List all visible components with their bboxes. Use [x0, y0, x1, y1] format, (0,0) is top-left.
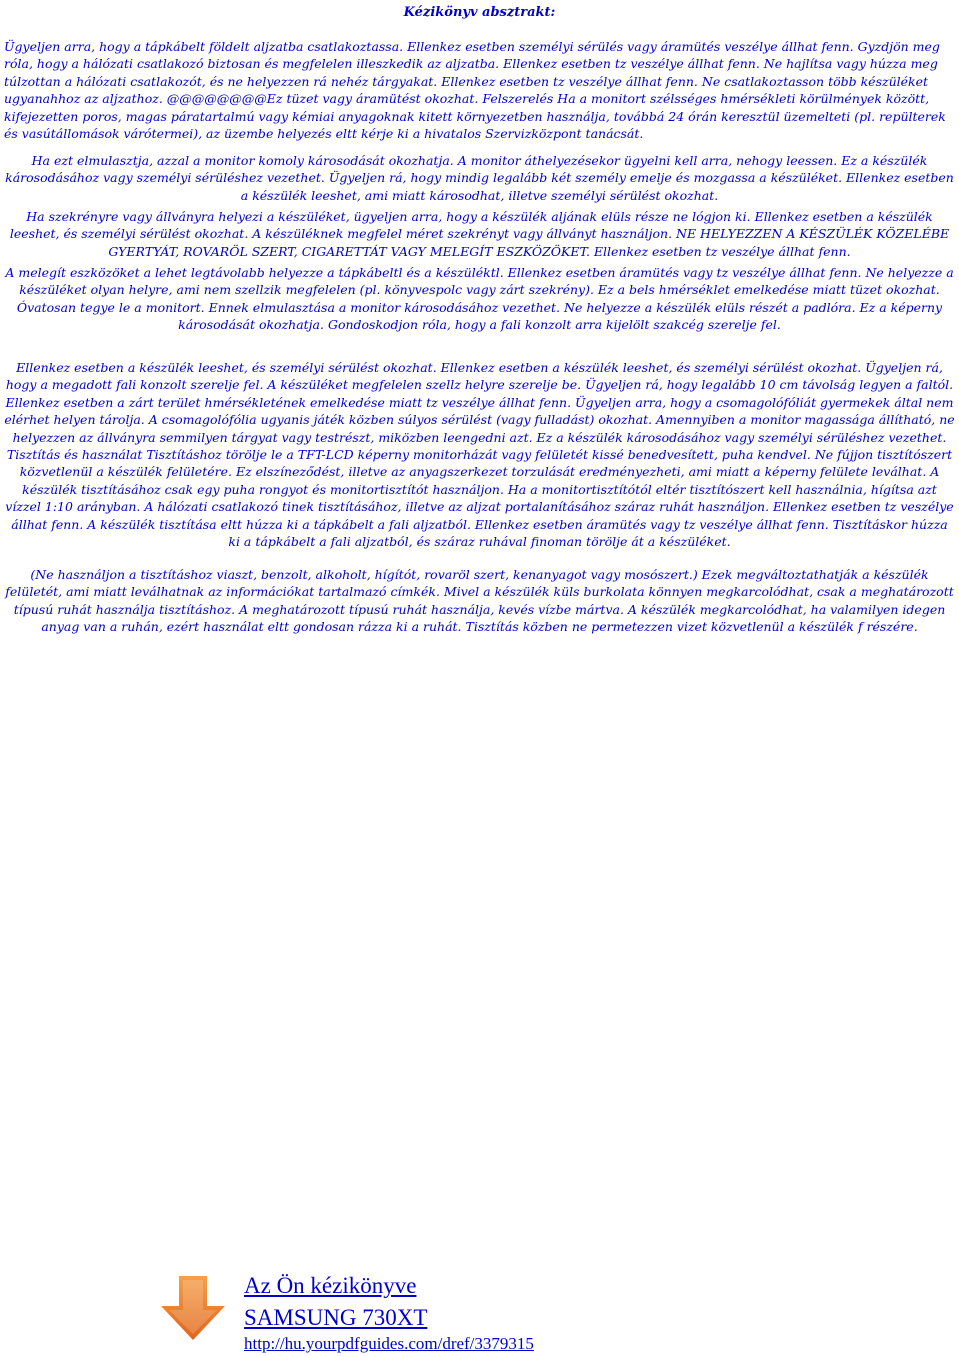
- paragraph-cleaning: Ellenkez esetben a készülék leeshet, és személyi sérülést okozhat. Ellenkez esetben a készülék leeshet, és személyi sérülést okozhat. Ügyeljen rá, hogy a megadott fali konzolt szerelje fel. A készüléket megfelelen szellz helyre szerelje be. Ügyeljen rá, hogy legalább 10 cm távolság legyen a faltól. Ellenkez esetben a zárt terület hmérsékletének emelkedése miatt tz veszélye állhat fenn. Ügyeljen arra, hogy a csomagolófóliát gyermekek által nem elérhet helyen tárolja. A csomagolófólia ugyanis játék közben súlyos sérülést (vagy fulladást) okozhat. Amennyiben a monitor magassága állítható, ne helyezzen az állványra semmilyen tárgyat vagy testrészt, miközben leengedni azt. Ez a készülék károsodásához vagy személyi sérüléshez vezethet. Tisztítás és használat Tisztításhoz törölje le a TFT-LCD képerny monitorházát vagy felületét kissé benedvesített, puha kendvel. Ne fújjon tisztítószert közvetlenül a készülék felületére. Ez elszíneződést, illetve az anyagszerkezet torzulását eredményezheti, ami miatt a képerny felülete leválhat. A készülék tisztításához csak egy puha rongyot és monitortisztítót használjon. Ha a monitortisztítótól eltér tisztítószert kell használnia, hígítsa azt vízzel 1:10 arányban. A hálózati csatlakozó tinek tisztításához, illetve az aljzat portalanításához száraz ruhát használjon. Ellenkez esetben tz veszélye állhat fenn. A készülék tisztítása eltt húzza ki a tápkábelt a fali aljzatból. Ellenkez esetben áramütés vagy tz veszélye állhat fenn. Tisztításkor húzza ki a tápkábelt a fali aljzatból, és száraz ruhával finoman törölje át a készüléket.: [4, 360, 955, 550]
- download-arrow-icon: [157, 1272, 229, 1344]
- manual-link-title[interactable]: Az Ön kézikönyve: [244, 1273, 417, 1298]
- page-title: Kézikönyv absztrakt:: [403, 5, 556, 20]
- paragraph-cleaning-warnings: (Ne használjon a tisztításhoz viaszt, benzolt, alkoholt, hígítót, rovaröl szert, kenanyagot vagy mosószert.) Ezek megváltoztathatják a készülék felületét, ami miatt leválhatnak az információkat tartalmazó címkék. Mivel a készülék küls burkolata könnyen megkarcolódhat, csak a meghatározott típusú ruhát használja tisztításhoz. A meghatározott típusú ruhát használja, kevés vízbe mártva. A készülék megkarcolódhat, ha valamilyen idegen anyag van a ruhán, ezért használat eltt gondosan rázza ki a ruhát. Tisztítás közben ne permetezzen vizet közvetlenül a készülék f részére.: [5, 567, 954, 635]
- manual-link-url[interactable]: http://hu.yourpdfguides.com/dref/3379315: [244, 1334, 534, 1353]
- manual-links: [244, 1270, 534, 1356]
- paragraph-heaters: A melegít eszközöket a lehet legtávolabb helyezze a tápkábeltl és a készüléktl. Ellenkez esetben áramütés vagy tz veszélye állhat fenn. Ne helyezze a készüléket olyan helyre, ami nem szellzik megfelelen (pl. könyvespolc vagy zárt szekrény). Ez a bels hmérséklet emelkedése miatt tüzet okozhat. Óvatosan tegye le a monitort. Ennek elmulasztása a monitor károsodásához vezethet. Ne helyezze a készülék elüls részét a padlóra. Ez a képerny károsodását okozhatja. Gondoskodjon róla, hogy a fali konzolt arra kijelölt szakcég szerelje fel.: [5, 265, 954, 333]
- paragraph-cabinet: Ha szekrényre vagy állványra helyezi a készüléket, ügyeljen arra, hogy a készülék aljának elüls része ne lógjon ki. Ellenkez esetben a készülék leeshet, és személyi sérülést okozhat. A készüléknek megfelel méret szekrényt vagy állványt használjon. NE HELYEZZEN A KÉSZÜLÉK KÖZELÉBE GYERTYÁT, ROVARÖL SZERT, CIGARETTÁT VAGY MELEGÍT ESZKÖZÖKET. Ellenkez esetben tz veszélye állhat fenn.: [9, 209, 950, 259]
- paragraph-moving: Ha ezt elmulasztja, azzal a monitor komoly károsodását okozhatja. A monitor áthelyezésekor ügyelni kell arra, nehogy leessen. Ez a készülék károsodásához vagy személyi sérüléshez vezethet. Ügyeljen rá, hogy mindig legalább két személy emelje és mozgassa a készüléket. Ellenkez esetben a készülék leeshet, ami miatt károsodhat, illetve személyi sérülést okozhat.: [5, 153, 954, 203]
- manual-link-model[interactable]: SAMSUNG 730XT: [244, 1305, 428, 1330]
- footer: [0, 632, 959, 1353]
- paragraph-safety-power: Ügyeljen arra, hogy a tápkábelt földelt aljzatba csatlakoztassa. Ellenkez esetben személyi sérülés vagy áramütés veszélye állhat fenn. Gyzdjön meg róla, hogy a hálózati csatlakozó biztosan és megfelelen illeszkedik az aljzatba. Ellenkez esetben tz veszélye állhat fenn. Ne hajlítsa vagy húzza meg túlzottan a hálózati csatlakozót, és ne helyezzen rá nehéz tárgyakat. Ellenkez esetben tz veszélye állhat fenn. Ne csatlakoztasson több készüléket ugyanahhoz az aljzathoz. @@@@@@@@Ez tüzet vagy áramütést okozhat. Felszerelés Ha a monitort szélsséges hmérsékleti körülmények között, kifejezetten poros, magas páratartalmú vagy kémiai anyagoknak kitett környezetben használja, továbbá 24 órán keresztül üzemelteti (pl. repülterek és vasútállomások várótermei), az üzembe helyezés eltt kérje ki a hivatalos Szervizközpont tanácsát.: [4, 39, 946, 142]
